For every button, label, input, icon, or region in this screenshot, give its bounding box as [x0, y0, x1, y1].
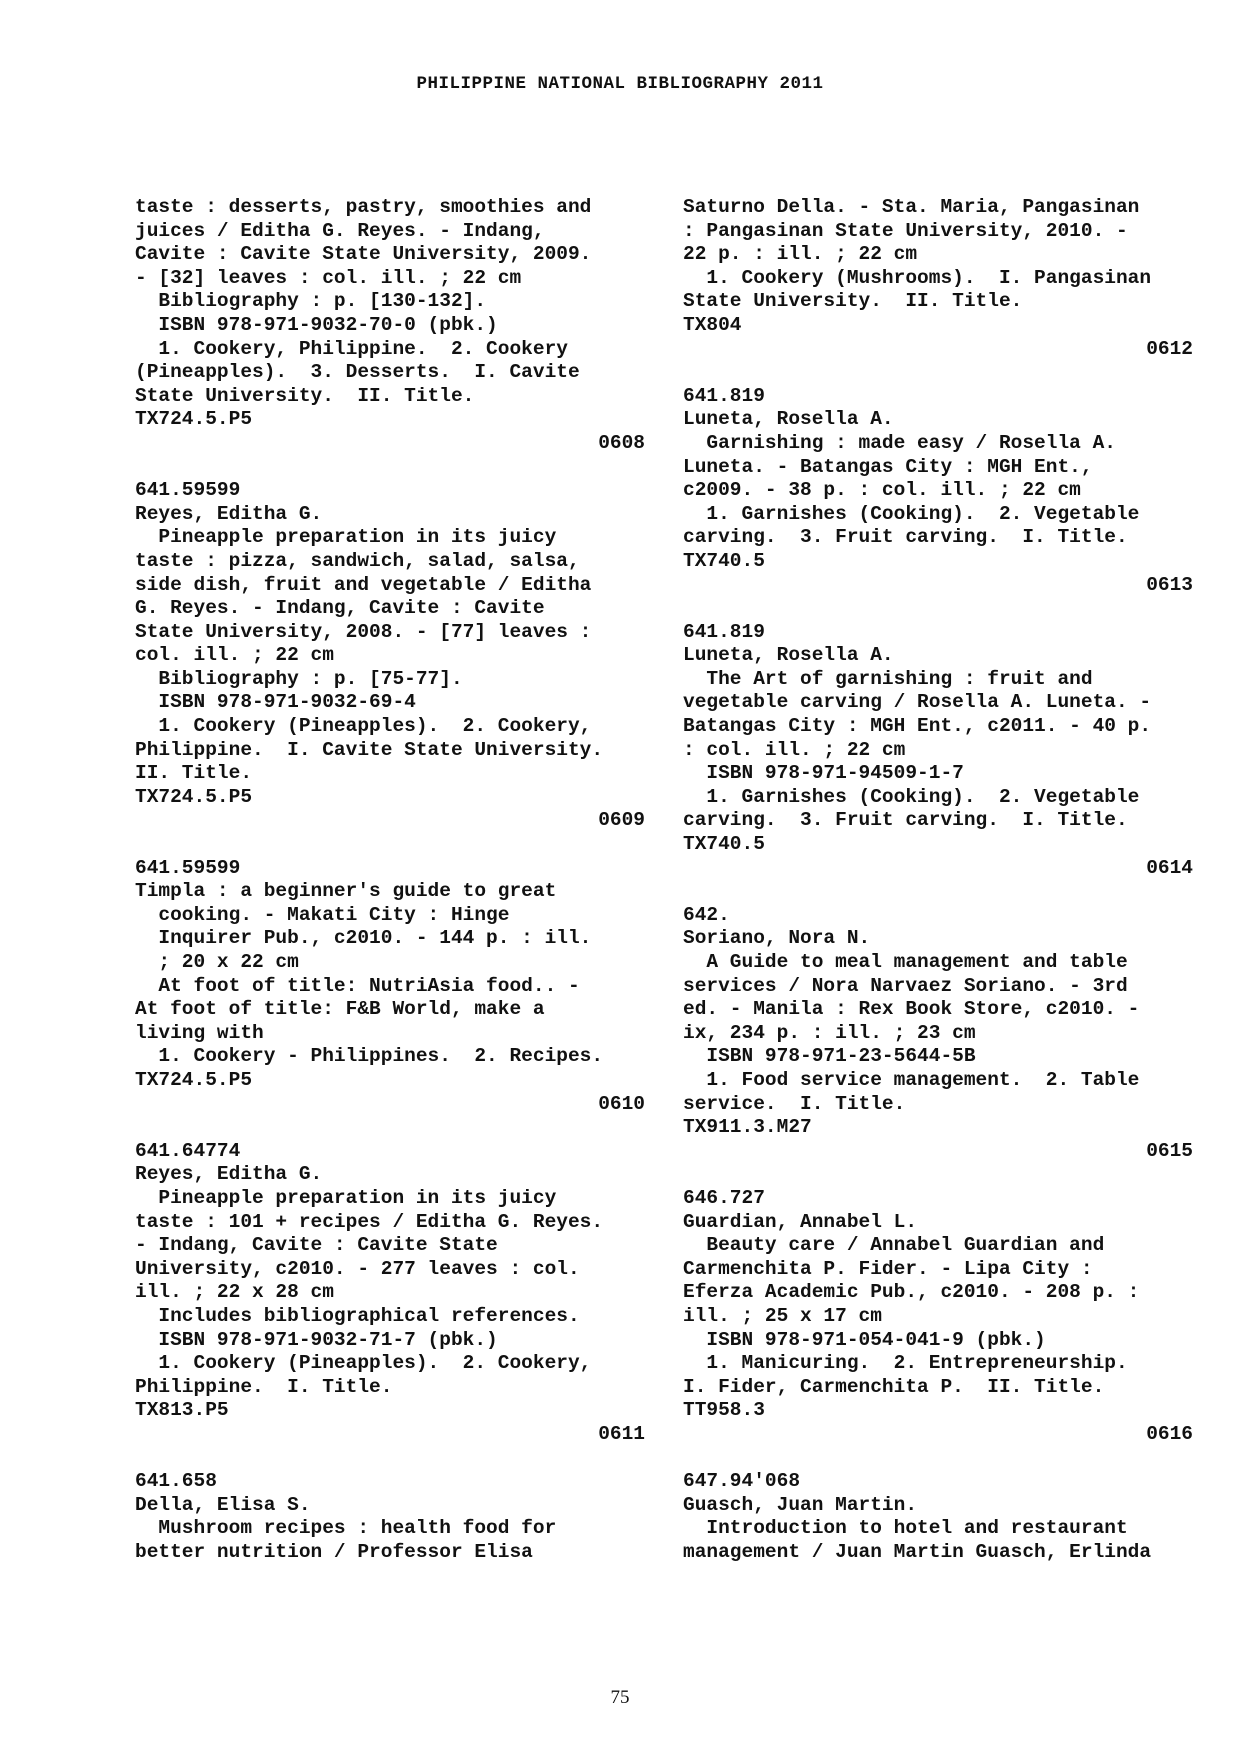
entry-line: TX740.5 [683, 833, 765, 856]
entry-number: 0615 [1146, 1139, 1193, 1162]
entry-line: - [32] leaves : col. ill. ; 22 cm [135, 266, 522, 289]
entry-line: 646.727 [683, 1186, 765, 1209]
entry-line: ISBN 978-971-9032-71-7 (pbk.) [135, 1328, 498, 1351]
bibliography-entry [135, 857, 645, 1117]
entry-line: A Guide to meal management and table [683, 951, 1128, 973]
entry-line: Introduction to hotel and restaurant [683, 1517, 1128, 1540]
entry-line: 642. [683, 903, 730, 926]
entry-line: 641.59599 [135, 479, 241, 502]
entry-number: 0608 [598, 431, 645, 454]
entry-line: Guasch, Juan Martin. [683, 1493, 918, 1516]
entry-line: ix, 234 p. : ill. ; 23 cm [683, 1021, 976, 1044]
entry-line: col. ill. ; 22 cm [135, 644, 334, 667]
entry-line: Includes bibliographical references. [135, 1304, 580, 1327]
entry-line: The Art of garnishing : fruit and [683, 667, 1093, 690]
entry-line: : Pangasinan State University, 2010. - [683, 219, 1128, 242]
entry-line: ISBN 978-971-9032-70-0 (pbk.) [135, 313, 498, 336]
entry-line: c2009. - 38 p. : col. ill. ; 22 cm [683, 479, 1081, 502]
entry-line: II. Title. [135, 762, 253, 785]
entry-line: TX724.5.P5 [135, 785, 253, 808]
entry-line: Guardian, Annabel L. [683, 1210, 918, 1233]
entry-line: 1. Cookery (Mushrooms). I. Pangasinan [683, 266, 1152, 289]
entry-line: 641.64774 [135, 1139, 241, 1162]
entry-line: (Pineapples). 3. Desserts. I. Cavite [135, 361, 580, 384]
entry-line: Luneta. - Batangas City : MGH Ent., [683, 455, 1093, 478]
entry-line: State University. II. Title. [135, 384, 475, 407]
entry-line: Bibliography : p. [130-132]. [135, 290, 487, 313]
entry-line: 22 p. : ill. ; 22 cm [683, 243, 918, 266]
page-number: 75 [610, 1687, 630, 1708]
bibliography-entry [683, 196, 1193, 361]
entry-line: 647.94'068 [683, 1470, 801, 1493]
entry-line: Timpla : a beginner's guide to great [135, 880, 557, 903]
entry-line: side dish, fruit and vegetable / Editha [135, 573, 592, 596]
entry-line: 1. Garnishes (Cooking). 2. Vegetable [683, 502, 1140, 525]
entry-line: - Indang, Cavite : Cavite State [135, 1234, 498, 1257]
entry-line: cooking. - Makati City : Hinge [135, 903, 510, 926]
bibliography-entry [135, 196, 645, 456]
entry-line: At foot of title: F&B World, make a [135, 998, 545, 1021]
bibliography-column-left [135, 196, 645, 1588]
entry-line: Garnishing : made easy / Rosella A. [683, 431, 1116, 454]
entry-line: 641.658 [135, 1470, 217, 1493]
entry-line: University, c2010. - 277 leaves : col. [135, 1257, 580, 1280]
entry-line: taste : pizza, sandwich, salad, salsa, [135, 549, 580, 572]
entry-line: Luneta, Rosella A. [683, 644, 894, 667]
entry-line: ISBN 978-971-23-5644-5B [683, 1045, 976, 1068]
entry-line: Inquirer Pub., c2010. - 144 p. : ill. [135, 927, 592, 950]
entry-line: juices / Editha G. Reyes. - Indang, [135, 219, 545, 242]
entry-line: services / Nora Narvaez Soriano. - 3rd [683, 974, 1128, 997]
entry-line: Reyes, Editha G. [135, 1163, 323, 1186]
entry-line: TX804 [683, 313, 742, 336]
entry-line: Eferza Academic Pub., c2010. - 208 p. : [683, 1281, 1140, 1304]
entry-line: better nutrition / Professor Elisa [135, 1540, 533, 1563]
entry-line: vegetable carving / Rosella A. Luneta. - [683, 691, 1152, 714]
entry-number: 0616 [1146, 1422, 1193, 1445]
bibliography-entry [683, 621, 1193, 881]
entry-line: ill. ; 22 x 28 cm [135, 1281, 334, 1304]
entry-line: TX813.P5 [135, 1399, 229, 1422]
entry-number: 0609 [598, 809, 645, 832]
entry-line: Philippine. I. Cavite State University. [135, 738, 604, 761]
entry-line: G. Reyes. - Indang, Cavite : Cavite [135, 597, 545, 620]
entry-line: carving. 3. Fruit carving. I. Title. [683, 526, 1128, 549]
entry-number: 0613 [1146, 573, 1193, 596]
entry-line: Pineapple preparation in its juicy [135, 526, 557, 549]
entry-line: 1. Cookery (Pineapples). 2. Cookery, [135, 1352, 592, 1375]
entry-line: Beauty care / Annabel Guardian and [683, 1234, 1105, 1257]
entry-line: taste : 101 + recipes / Editha G. Reyes. [135, 1210, 604, 1233]
entry-line: State University. II. Title. [683, 290, 1023, 313]
entry-line: : col. ill. ; 22 cm [683, 738, 906, 761]
bibliography-entry [683, 1187, 1193, 1447]
entry-number: 0612 [1146, 337, 1193, 360]
entry-line: Cavite : Cavite State University, 2009. [135, 243, 592, 266]
entry-line: management / Juan Martin Guasch, Erlinda [683, 1540, 1152, 1563]
entry-line: 1. Garnishes (Cooking). 2. Vegetable [683, 785, 1140, 808]
entry-line: Philippine. I. Title. [135, 1375, 393, 1398]
entry-line: 641.819 [683, 384, 765, 407]
entry-line: 1. Cookery - Philippines. 2. Recipes. [135, 1045, 604, 1068]
entry-line: carving. 3. Fruit carving. I. Title. [683, 809, 1128, 832]
entry-line: ; 20 x 22 cm [135, 951, 299, 973]
entry-line: Saturno Della. - Sta. Maria, Pangasinan [683, 196, 1140, 218]
entry-number: 0611 [598, 1422, 645, 1445]
entry-line: Pineapple preparation in its juicy [135, 1186, 557, 1209]
bibliography-entry [683, 904, 1193, 1164]
entry-line: 1. Manicuring. 2. Entrepreneurship. [683, 1352, 1128, 1375]
entry-line: Soriano, Nora N. [683, 927, 871, 950]
entry-line: service. I. Title. [683, 1092, 906, 1115]
entry-line: Batangas City : MGH Ent., c2011. - 40 p. [683, 715, 1152, 738]
entry-line: At foot of title: NutriAsia food.. - [135, 974, 580, 997]
entry-line: ISBN 978-971-054-041-9 (pbk.) [683, 1328, 1046, 1351]
entry-line: Della, Elisa S. [135, 1493, 311, 1516]
entry-line: 1. Cookery, Philippine. 2. Cookery [135, 337, 568, 360]
page-header-title: PHILIPPINE NATIONAL BIBLIOGRAPHY 2011 [416, 74, 824, 94]
entry-line: Luneta, Rosella A. [683, 408, 894, 431]
entry-number: 0610 [598, 1092, 645, 1115]
entry-line: TX724.5.P5 [135, 1068, 253, 1091]
bibliography-entry [683, 385, 1193, 597]
entry-line: living with [135, 1021, 264, 1044]
bibliography-entry [683, 1470, 1193, 1564]
bibliography-entry [135, 1470, 645, 1564]
entry-line: ill. ; 25 x 17 cm [683, 1304, 882, 1327]
bibliography-entry [135, 1140, 645, 1447]
entry-number: 0614 [1146, 856, 1193, 879]
entry-line: Bibliography : p. [75-77]. [135, 667, 463, 690]
entry-line: Mushroom recipes : health food for [135, 1517, 557, 1540]
entry-line: I. Fider, Carmenchita P. II. Title. [683, 1375, 1105, 1398]
entry-line: 1. Cookery (Pineapples). 2. Cookery, [135, 715, 592, 738]
entry-line: TT958.3 [683, 1399, 765, 1422]
entry-line: 1. Food service management. 2. Table [683, 1068, 1140, 1091]
entry-line: TX724.5.P5 [135, 408, 253, 431]
entry-line: State University, 2008. - [77] leaves : [135, 620, 592, 643]
entry-line: ISBN 978-971-9032-69-4 [135, 691, 416, 714]
entry-line: taste : desserts, pastry, smoothies and [135, 196, 592, 218]
entry-line: ed. - Manila : Rex Book Store, c2010. - [683, 998, 1140, 1021]
entry-line: TX740.5 [683, 549, 765, 572]
entry-line: Carmenchita P. Fider. - Lipa City : [683, 1257, 1093, 1280]
entry-line: ISBN 978-971-94509-1-7 [683, 762, 964, 785]
entry-line: Reyes, Editha G. [135, 502, 323, 525]
entry-line: 641.59599 [135, 856, 241, 879]
entry-line: 641.819 [683, 620, 765, 643]
bibliography-column-right [683, 196, 1193, 1588]
entry-line: TX911.3.M27 [683, 1116, 812, 1139]
bibliography-entry [135, 479, 645, 833]
